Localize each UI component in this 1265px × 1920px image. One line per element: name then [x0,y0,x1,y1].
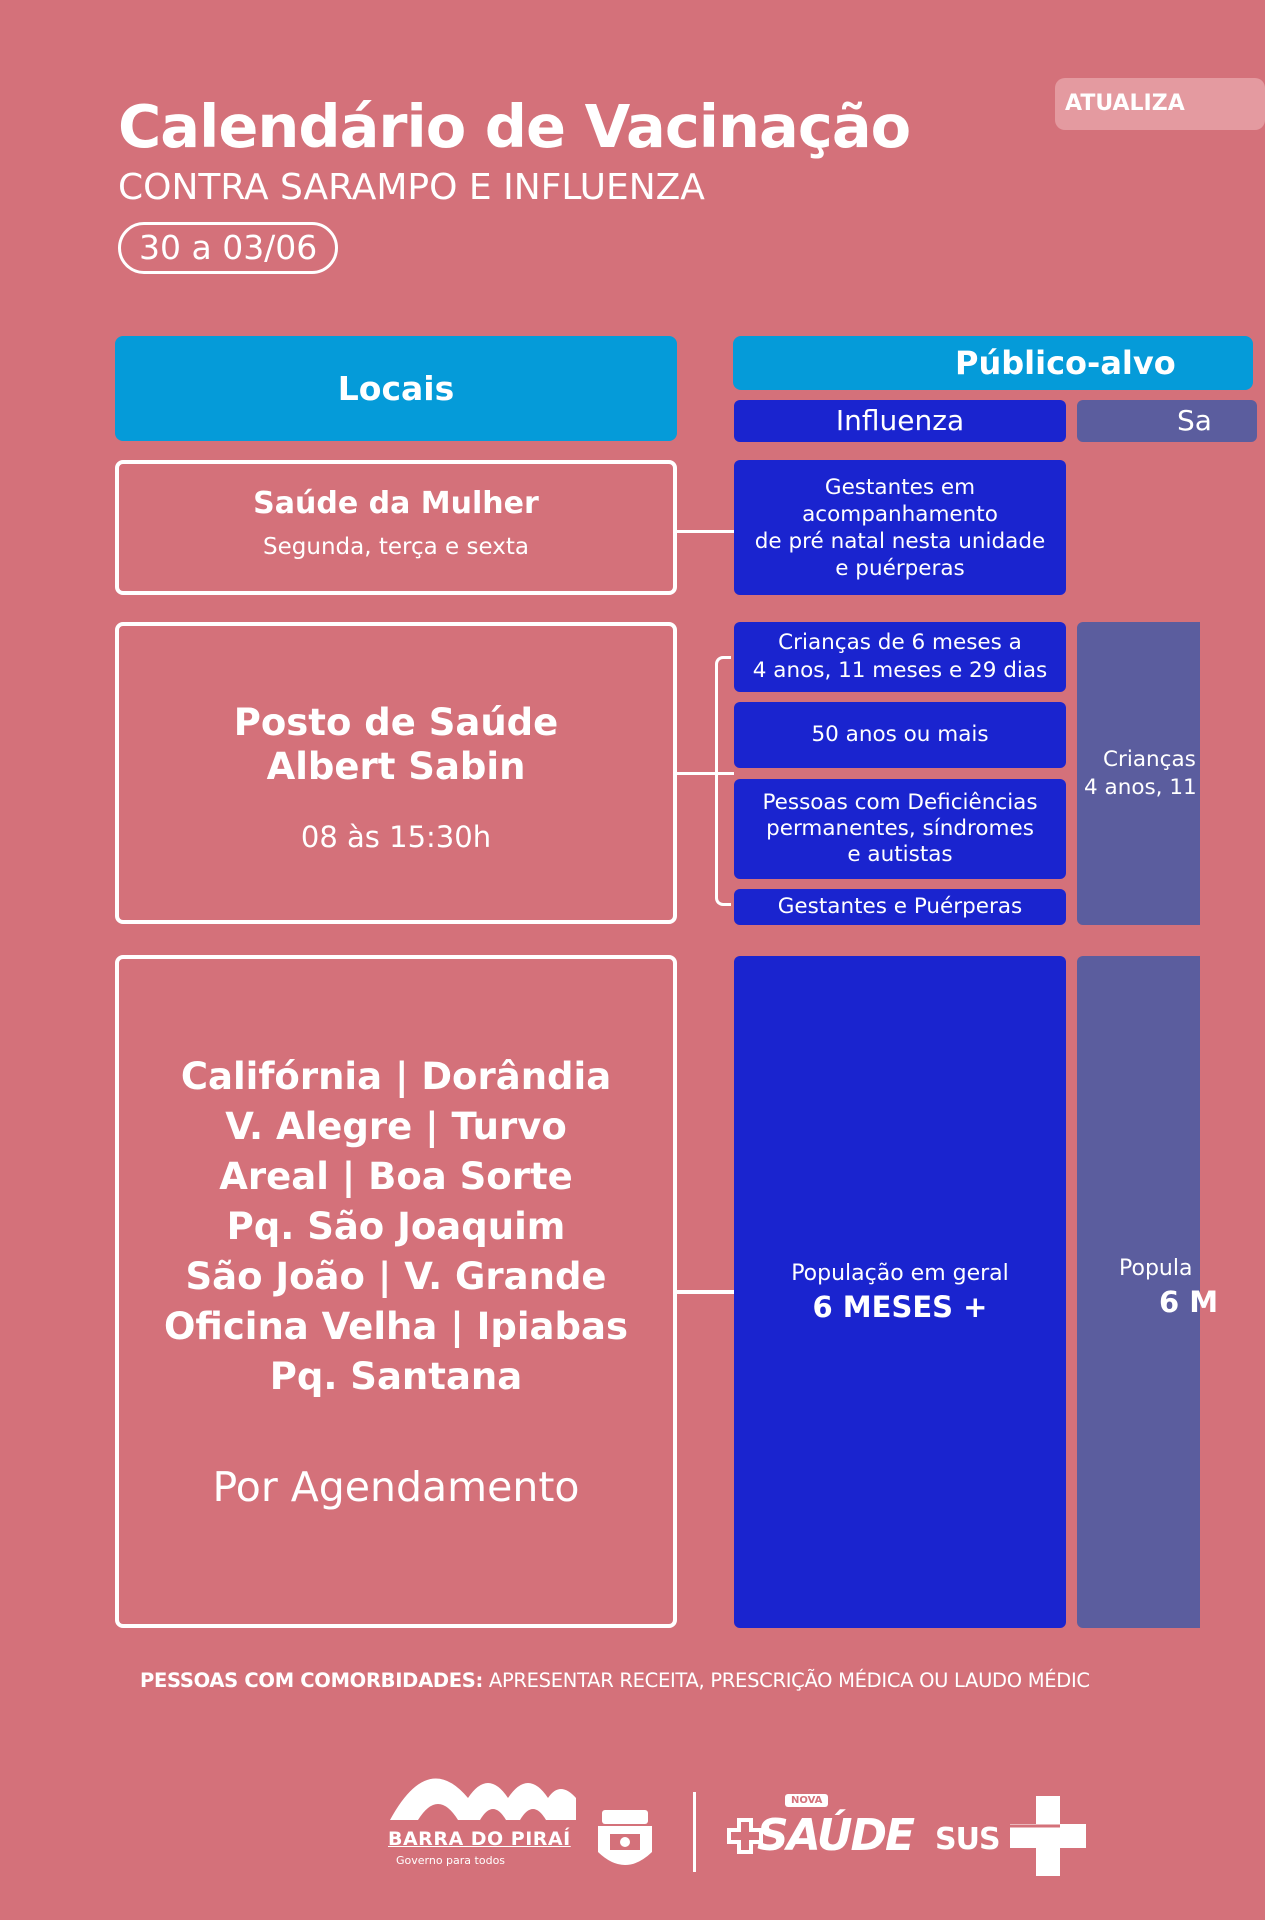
location-name-line: São João | V. Grande [185,1255,607,1298]
connector-line [677,772,717,775]
target-line: 4 anos, 11 meses e 29 dias [752,658,1048,683]
comorbidities-note [140,1668,1090,1694]
location-name-line: Pq. São Joaquim [226,1205,566,1248]
page-title: Calendário de Vacinação [118,92,911,161]
connector-line [677,1290,734,1294]
influenza-header: Influenza [734,400,1066,442]
influenza-target-pregnant [734,889,1066,925]
location-albert-sabin [115,622,677,924]
sarampo-target-general [1077,956,1219,1628]
location-schedule: 08 às 15:30h [300,820,492,854]
target-line: Crianças [1103,747,1196,772]
location-name-line: V. Alegre | Turvo [225,1105,567,1148]
sarampo-target-albert-sabin [1077,622,1200,925]
logo-saude-text: SAÚDE [757,1810,914,1861]
target-line: Popula [1119,1256,1193,1281]
influenza-target-disabilities [734,779,1066,879]
location-name-line: Areal | Boa Sorte [219,1155,573,1198]
page-subtitle: CONTRA SARAMPO E INFLUENZA [118,167,705,208]
location-name-line: Posto de Saúde [233,701,559,744]
logo-city-name: BARRA DO PIRAÍ [388,1828,571,1850]
note-text: APRESENTAR RECEITA, PRESCRIÇÃO MÉDICA OU LAUDO MÉDIC [483,1669,1090,1692]
target-line: 4 anos, 11 [1084,775,1197,800]
logo-divider [693,1792,696,1872]
sarampo-header [1077,400,1257,442]
bracket-connector [715,656,731,906]
date-range-badge: 30 a 03/06 [118,222,338,274]
location-name: Saúde da Mulher [253,486,539,521]
target-line: e autistas [847,842,953,867]
logo-city-tagline: Governo para todos [396,1854,506,1867]
update-badge: ATUALIZA [1055,78,1265,130]
connector-line [715,772,734,775]
city-coat-of-arms-icon [592,1808,658,1876]
location-name-line: Califórnia | Dorândia [180,1055,612,1098]
target-line: 50 anos ou mais [811,722,989,747]
barra-do-pirai-logo [388,1758,578,1876]
location-name-line: Pq. Santana [269,1355,523,1398]
influenza-target-general [734,956,1066,1628]
nova-saude-logo [727,1794,914,1864]
connector-line [677,530,734,533]
influenza-target-children [734,622,1066,692]
target-line: Pessoas com Deficiências [762,790,1038,815]
note-label: PESSOAS COM COMORBIDADES: [140,1669,484,1692]
location-name-line: Oficina Velha | Ipiabas [163,1305,629,1348]
locais-header: Locais [115,336,677,441]
target-age: 6 MESES + [812,1290,988,1324]
target-line: permanentes, síndromes [766,816,1034,841]
publico-alvo-header [733,336,1253,390]
target-line: Crianças de 6 meses a [778,630,1022,655]
target-line: População em geral [791,1261,1009,1286]
target-line: acompanhamento [802,501,998,527]
influenza-target-50-plus [734,702,1066,768]
location-name-line: Albert Sabin [266,745,526,788]
target-age: 6 M [1159,1285,1219,1319]
city-arches-icon [388,1758,578,1828]
target-line: Gestantes e Puérperas [777,894,1023,919]
sus-cross-icon [1010,1796,1086,1876]
sarampo-label: Sa [1177,404,1212,437]
logo-nova-tag: NOVA [785,1794,828,1807]
target-line: de pré natal nesta unidade [754,528,1046,554]
location-schedule: Por Agendamento [212,1463,580,1511]
target-line: e puérperas [835,555,965,581]
target-line: Gestantes em [824,474,976,500]
location-schedule: Segunda, terça e sexta [263,534,529,560]
publico-alvo-label: Público-alvo [955,344,1176,382]
influenza-target-saude-mulher [734,460,1066,595]
location-saude-da-mulher [115,460,677,595]
location-rural-units [115,955,677,1628]
logo-sus-text: SUS [935,1822,1000,1857]
